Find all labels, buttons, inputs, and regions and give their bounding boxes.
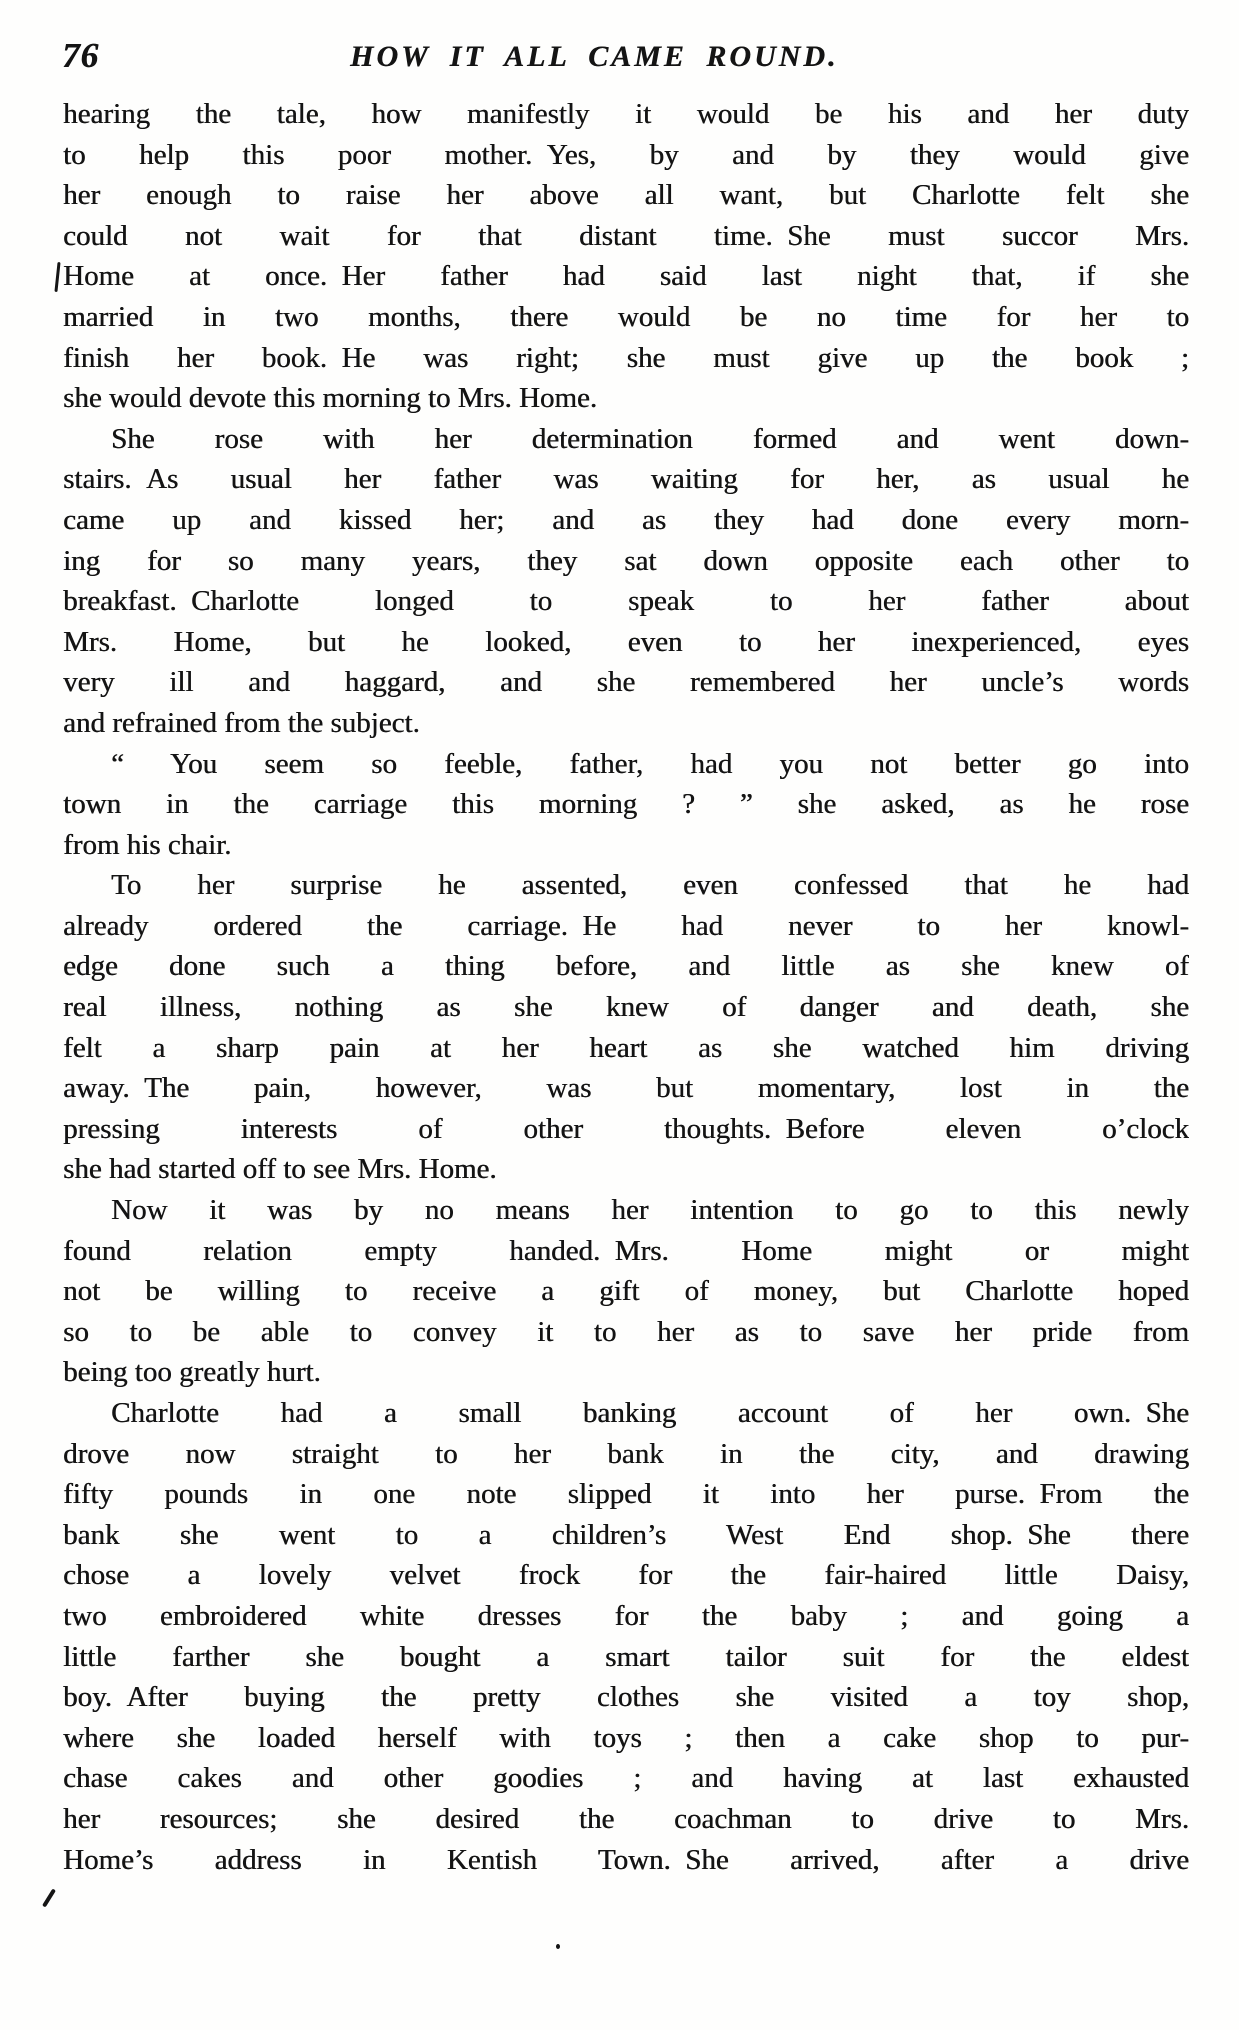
text-line: came up and kissed her; and as they had done every morn- (63, 503, 1189, 536)
text-line: married in two months, there would be no time for her to (63, 300, 1189, 333)
text-line: she had started off to see Mrs. Home. (63, 1153, 497, 1186)
text-line: her resources; she desired the coachman to drive to Mrs. (63, 1802, 1189, 1835)
text-line: drove now straight to her bank in the city, and drawing (63, 1437, 1189, 1470)
text-line: chase cakes and other goodies ; and having at last exhausted (63, 1762, 1189, 1795)
ink-mark (556, 1944, 560, 1949)
running-title: HOW IT ALL CAME ROUND. (350, 40, 839, 73)
text-line: two embroidered white dresses for the baby ; and going a (63, 1599, 1189, 1632)
text-line: bank she went to a children’s West End shop. She there (63, 1518, 1189, 1551)
text-line: her enough to raise her above all want, but Charlotte felt she (63, 179, 1189, 212)
text-line: edge done such a thing before, and little as she knew of (63, 950, 1189, 983)
text-line: from his chair. (63, 828, 232, 861)
page-number: 76 (62, 36, 99, 75)
text-line: Mrs. Home, but he looked, even to her inexperienced, eyes (63, 625, 1189, 658)
text-line: could not wait for that distant time. She must succor Mrs. (63, 219, 1189, 252)
text-line: Home’s address in Kentish Town. She arrived, after a drive (63, 1843, 1189, 1876)
text-line: so to be able to convey it to her as to save her pride from (63, 1315, 1189, 1348)
text-line: where she loaded herself with toys ; then a cake shop to pur- (63, 1721, 1189, 1754)
text-line: she would devote this morning to Mrs. Home. (63, 382, 598, 415)
text-line: chose a lovely velvet frock for the fair-haired little Daisy, (63, 1559, 1189, 1592)
text-line: found relation empty handed. Mrs. Home might or might (63, 1234, 1189, 1267)
text-line: to help this poor mother. Yes, by and by they would give (63, 138, 1189, 171)
text-line: boy. After buying the pretty clothes she visited a toy shop, (63, 1681, 1189, 1714)
text-line: hearing the tale, how manifestly it would be his and her duty (63, 98, 1189, 130)
text-line: ing for so many years, they sat down opposite each other to (63, 544, 1189, 577)
text-block (63, 94, 1189, 1880)
text-line: finish her book. He was right; she must give up the book ; (63, 341, 1189, 374)
text-line: breakfast. Charlotte longed to speak to her father about (63, 585, 1189, 618)
text-line: felt a sharp pain at her heart as she watched him driving (63, 1031, 1189, 1064)
ink-mark (54, 262, 60, 292)
text-line: already ordered the carriage. He had never to her knowl- (63, 909, 1189, 942)
text-line: and refrained from the subject. (63, 706, 420, 739)
text-line: away. The pain, however, was but momentary, lost in the (63, 1072, 1189, 1105)
text-line: She rose with her determination formed and went down- (111, 422, 1189, 455)
text-line: Now it was by no means her intention to go to this newly (111, 1194, 1189, 1227)
text-line: fifty pounds in one note slipped it into her purse. From the (63, 1478, 1189, 1511)
text-line: To her surprise he assented, even confessed that he had (111, 869, 1189, 902)
text-line: “ You seem so feeble, father, had you not better go into (111, 747, 1189, 780)
text-line: real illness, nothing as she knew of danger and death, she (63, 991, 1189, 1024)
text-line: very ill and haggard, and she remembered her uncle’s words (63, 666, 1189, 699)
text-line: Charlotte had a small banking account of her own. She (111, 1397, 1189, 1429)
text-line: not be willing to receive a gift of money, but Charlotte hoped (63, 1275, 1189, 1308)
text-line: stairs. As usual her father was waiting for her, as usual he (63, 463, 1189, 496)
text-line: little farther she bought a smart tailor suit for the eldest (63, 1640, 1189, 1673)
text-line: Home at once. Her father had said last night that, if she (63, 260, 1189, 293)
ink-mark (42, 1888, 56, 1907)
text-line: being too greatly hurt. (63, 1356, 321, 1389)
text-line: town in the carriage this morning ? ” she asked, as he rose (63, 788, 1189, 821)
text-line: pressing interests of other thoughts. Before eleven o’clock (63, 1112, 1189, 1145)
